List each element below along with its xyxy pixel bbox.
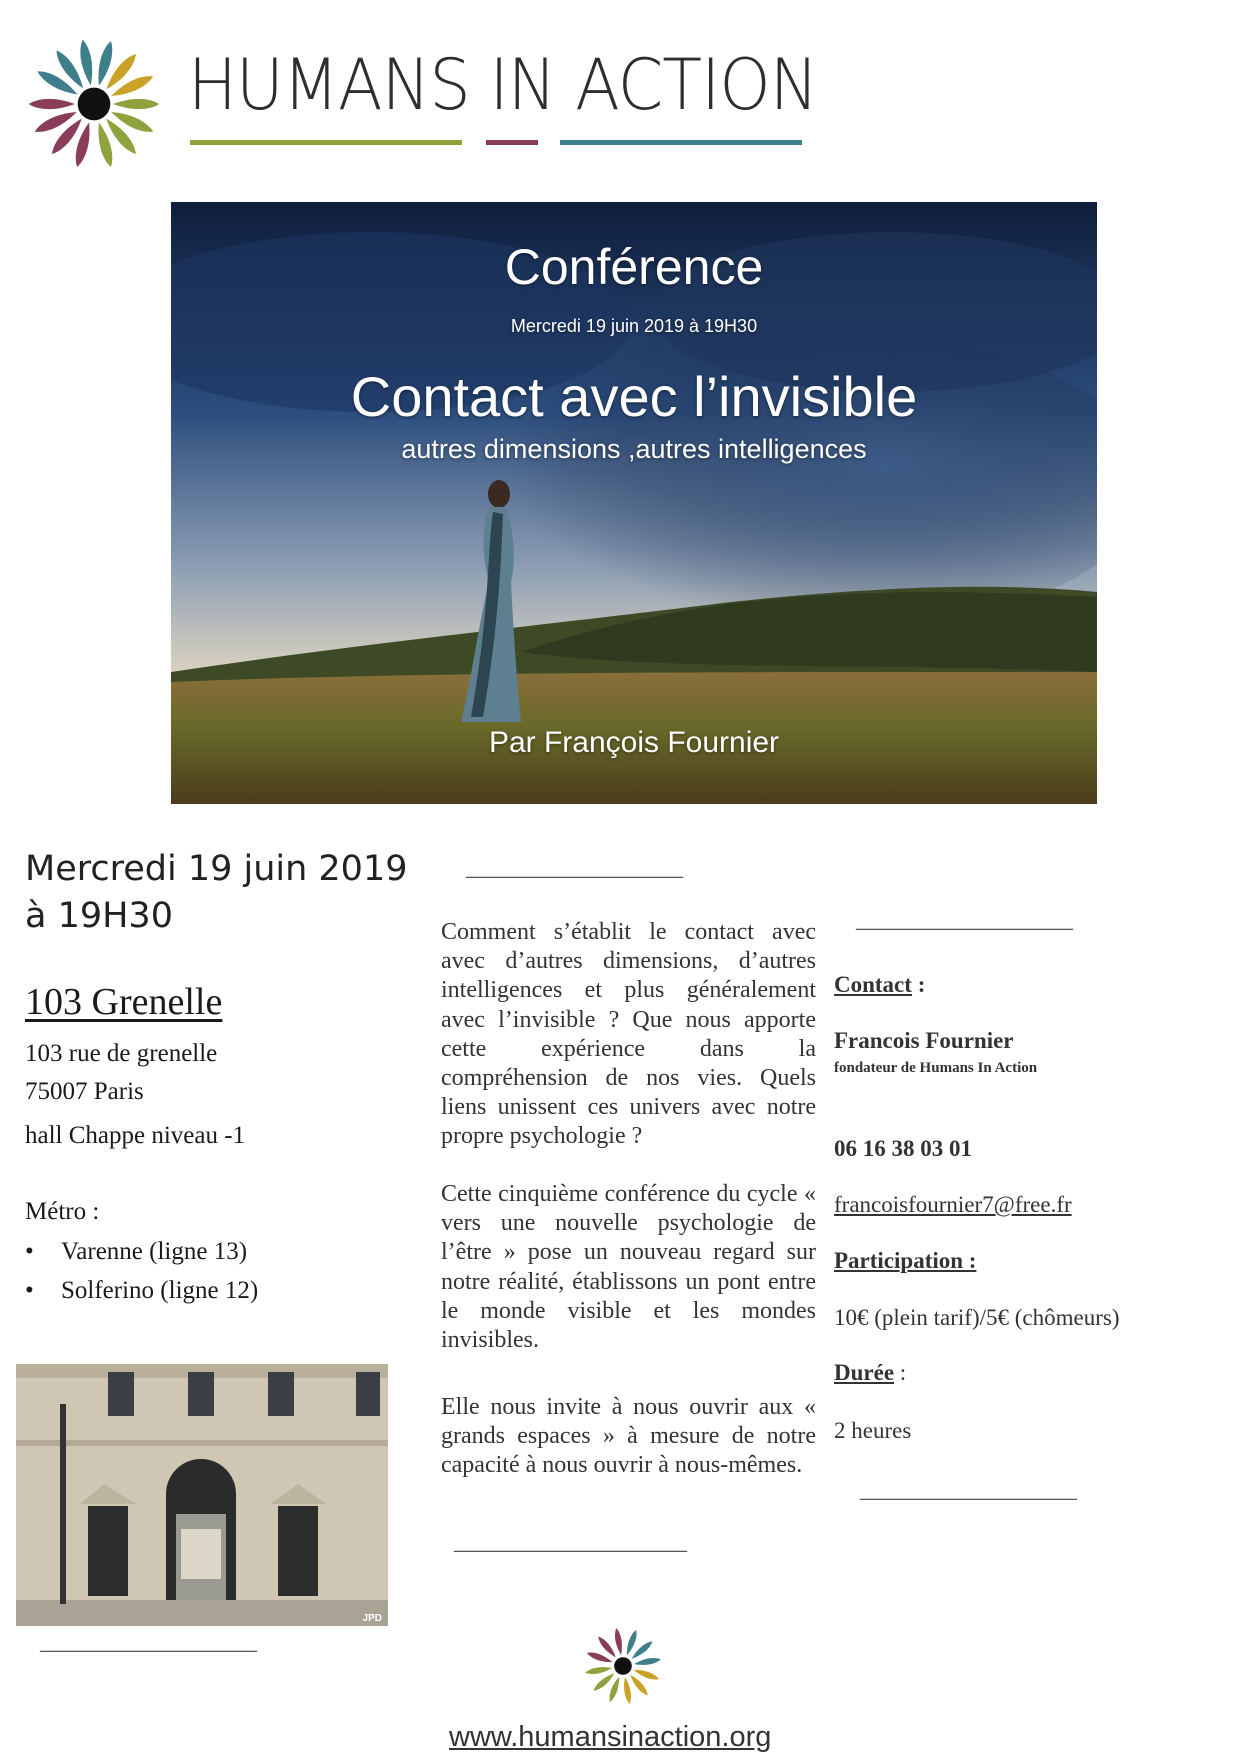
venue-name: 103 Grenelle — [25, 981, 223, 1023]
event-date-line: Mercredi 19 juin 2019 — [25, 849, 408, 889]
contact-label: Contact — [834, 972, 912, 997]
hero-author: Par François Fournier — [488, 726, 780, 759]
duration-label: Durée — [834, 1360, 895, 1385]
address-hall: hall Chappe niveau -1 — [25, 1122, 246, 1149]
brand-bar-teal — [560, 140, 802, 145]
divider: ___________________________ — [860, 1480, 1076, 1501]
duration-colon: : — [894, 1360, 907, 1385]
description-paragraph: Elle nous invite à nous ouvrir aux « grands espaces » à mesure de notre capacité à nous ouvrir à nous-mêmes. — [441, 1394, 816, 1479]
divider: _____________________________ — [454, 1532, 686, 1553]
metro-label: Métro : — [25, 1198, 100, 1225]
contact-heading — [834, 972, 925, 998]
contact-email-link[interactable]: francoisfournier7@free.fr — [834, 1192, 1072, 1217]
footer-logo — [583, 1626, 663, 1706]
divider: ___________________________ — [466, 858, 682, 879]
brand-logo — [26, 36, 162, 172]
description-paragraph: Cette cinquième conférence du cycle « vers une nouvelle psychologie de l’être » pose un nouveau regard sur notre réalité, établissons un pont entre le monde visible et les mondes invisibles. — [441, 1181, 816, 1354]
bullet-icon: • — [25, 1277, 34, 1304]
hero-title: Contact avec l’invisible — [350, 365, 918, 428]
photo-credit: JPD — [362, 1613, 382, 1624]
address-street: 103 rue de grenelle — [25, 1040, 218, 1067]
description-paragraph: Comment s’établit le contact avec avec d’autres dimensions, d’autres intelligences et plus généralement avec l’invisible ? Que nous apporte cette expérience dans la compréhension de nos vies. Quels liens unissent ces univers avec notre propre psychologie ? — [441, 919, 816, 1150]
website-link[interactable]: www.humansinaction.org — [449, 1721, 772, 1753]
hero-subtitle: autres dimensions ,autres intelligences — [401, 434, 867, 464]
duration-heading — [834, 1360, 906, 1386]
brand-name: HUMANS IN ACTION — [188, 44, 818, 126]
divider: ___________________________ — [40, 1632, 256, 1653]
contact-role: fondateur de Humans In Action — [834, 1060, 1038, 1076]
brand-bar-green — [190, 140, 462, 145]
contact-colon: : — [911, 972, 926, 997]
event-date — [25, 846, 408, 940]
bullet-icon: • — [25, 1238, 34, 1265]
divider: ___________________________ — [856, 910, 1072, 931]
metro-item-label: Solferino (ligne 12) — [61, 1277, 259, 1304]
hero-date: Mercredi 19 juin 2019 à 19H30 — [510, 316, 758, 336]
brand-bar-plum — [486, 140, 538, 145]
building-photo — [16, 1364, 388, 1626]
event-time-line: à 19H30 — [25, 896, 173, 936]
hero-image — [171, 202, 1097, 804]
participation-price: 10€ (plein tarif)/5€ (chômeurs) — [834, 1305, 1120, 1330]
duration-value: 2 heures — [834, 1418, 912, 1443]
contact-phone: 06 16 38 03 01 — [834, 1136, 972, 1161]
metro-item-label: Varenne (ligne 13) — [61, 1238, 248, 1265]
metro-item — [25, 1238, 247, 1266]
metro-item — [25, 1277, 258, 1305]
hero-label: Conférence — [504, 239, 764, 295]
address-city: 75007 Paris — [25, 1078, 144, 1105]
contact-name: Francois Fournier — [834, 1028, 1014, 1053]
participation-label: Participation : — [834, 1248, 977, 1273]
